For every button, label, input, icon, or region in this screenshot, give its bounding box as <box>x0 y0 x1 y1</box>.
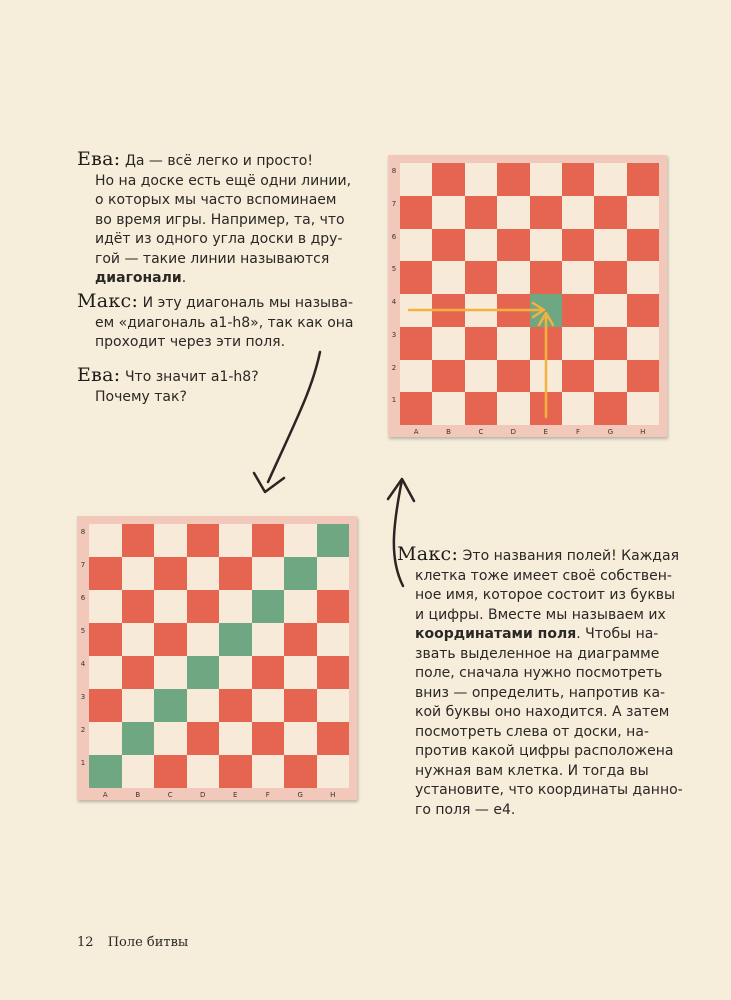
file-label: C <box>167 791 173 799</box>
square-f1 <box>252 755 285 788</box>
dialog-maks-2 <box>397 545 683 820</box>
square-h1 <box>627 392 659 425</box>
dialog-line <box>77 172 351 192</box>
square-a7 <box>89 557 122 590</box>
text-segment: вниз — определить, напротив ка- <box>415 684 666 701</box>
text-segment: звать выделенное на диаграмме <box>415 645 660 662</box>
square-b7 <box>122 557 155 590</box>
dialog-line <box>77 333 354 353</box>
rank-label: 1 <box>391 396 397 405</box>
square-g6 <box>284 590 317 623</box>
hand-drawn-arrowhead-down <box>254 473 284 492</box>
square-e5 <box>530 261 562 294</box>
square-g4 <box>594 294 626 327</box>
square-e1 <box>219 755 252 788</box>
square-f2 <box>562 360 594 393</box>
rank-label: 8 <box>80 528 86 536</box>
square-b6 <box>432 229 464 262</box>
square-d5 <box>187 623 220 656</box>
text-segment: И эту диагональ мы называ- <box>142 295 353 311</box>
square-e7 <box>530 196 562 229</box>
chessboard-e4 <box>388 155 667 437</box>
text-segment: установите, что координаты данно- <box>415 782 683 798</box>
square-h4 <box>627 294 659 327</box>
file-label: A <box>102 791 108 799</box>
square-g4 <box>284 656 317 689</box>
square-h8 <box>627 163 659 196</box>
square-b4 <box>122 656 155 689</box>
square-e8 <box>530 163 562 196</box>
text-segment: клетка тоже имеет своё собствен- <box>415 567 672 584</box>
square-f1 <box>562 392 594 425</box>
dialog-line <box>77 314 354 334</box>
hand-drawn-arrowhead-up <box>388 479 414 501</box>
square-b6 <box>122 590 155 623</box>
square-g7 <box>284 557 317 590</box>
square-c7 <box>465 196 497 229</box>
square-h2 <box>627 360 659 393</box>
text-segment: во время игры. Например, та, что <box>95 211 345 228</box>
square-f7 <box>252 557 285 590</box>
file-label: C <box>478 428 484 436</box>
dialog-line <box>397 742 683 762</box>
square-b3 <box>122 689 155 722</box>
square-d5 <box>497 261 529 294</box>
square-g7 <box>594 196 626 229</box>
square-g8 <box>284 524 317 557</box>
file-label: H <box>640 428 646 436</box>
square-e4 <box>219 656 252 689</box>
square-d8 <box>187 524 220 557</box>
text-segment: Это названия полей! Каждая <box>462 548 679 564</box>
dialog-line <box>397 625 683 645</box>
square-d3 <box>497 327 529 360</box>
square-g3 <box>594 327 626 360</box>
square-a6 <box>89 590 122 623</box>
square-c2 <box>465 360 497 393</box>
rank-label: 8 <box>391 167 397 175</box>
rank-label: 3 <box>80 693 86 701</box>
dialog-line <box>397 586 683 606</box>
square-a2 <box>89 722 122 755</box>
dialog-line <box>77 269 351 289</box>
rank-label: 4 <box>391 298 397 306</box>
square-d7 <box>497 196 529 229</box>
text-segment: нужная вам клетка. И тогда вы <box>415 762 649 779</box>
rank-label: 5 <box>391 265 397 274</box>
dialog-line <box>397 781 683 801</box>
board-grid <box>400 163 659 425</box>
bold-term: координатами поля <box>415 626 577 642</box>
text-segment: проходит через эти поля. <box>95 334 286 350</box>
text-segment: кой буквы оно находится. А затем <box>415 704 670 720</box>
text-segment: и цифры. Вместе мы называем их <box>415 606 666 623</box>
text-segment: ем «диагональ a1-h8», так как она <box>95 314 354 331</box>
square-e8 <box>219 524 252 557</box>
text-segment: Но на доске есть ещё одни линии, <box>95 172 352 189</box>
file-label: B <box>135 791 141 799</box>
dialog-line <box>397 567 683 587</box>
file-label: F <box>576 428 581 436</box>
dialog-line <box>77 211 351 231</box>
dialog-line <box>397 684 683 704</box>
dialog-line <box>397 645 683 665</box>
square-h6 <box>627 229 659 262</box>
text-segment: го поля — e4. <box>415 801 516 818</box>
rank-label: 2 <box>391 363 397 372</box>
text-segment: о которых мы часто вспоминаем <box>95 192 337 208</box>
square-a2 <box>400 360 432 393</box>
square-h5 <box>317 623 350 656</box>
square-c4 <box>465 294 497 327</box>
square-c8 <box>465 163 497 196</box>
square-e6 <box>219 590 252 623</box>
square-f6 <box>252 590 285 623</box>
dialog-line <box>77 250 351 270</box>
square-a6 <box>400 229 432 262</box>
square-g6 <box>594 229 626 262</box>
dialog-eva-2 <box>77 366 259 407</box>
square-a1 <box>89 755 122 788</box>
square-e5 <box>219 623 252 656</box>
square-d1 <box>187 755 220 788</box>
square-f5 <box>562 261 594 294</box>
square-g1 <box>284 755 317 788</box>
square-a8 <box>400 163 432 196</box>
rank-label: 3 <box>391 330 397 339</box>
square-a4 <box>400 294 432 327</box>
file-label: B <box>446 428 451 436</box>
square-e3 <box>219 689 252 722</box>
square-g3 <box>284 689 317 722</box>
square-f4 <box>562 294 594 327</box>
dialog-line <box>77 366 259 388</box>
square-h7 <box>627 196 659 229</box>
dialog-line <box>77 230 351 250</box>
square-g5 <box>594 261 626 294</box>
square-g5 <box>284 623 317 656</box>
text-segment: идёт из одного угла доски в дру- <box>95 231 343 247</box>
dialog-line <box>77 191 351 211</box>
dialog-line <box>77 292 354 314</box>
dialog-line <box>77 150 351 172</box>
square-d6 <box>187 590 220 623</box>
file-label: D <box>200 791 206 799</box>
square-h3 <box>627 327 659 360</box>
square-h6 <box>317 590 350 623</box>
square-c3 <box>465 327 497 360</box>
file-label: H <box>330 791 336 799</box>
square-c3 <box>154 689 187 722</box>
speaker-name: Макс: <box>77 290 139 312</box>
rank-label: 4 <box>80 660 86 668</box>
dialog-eva-1 <box>77 150 351 289</box>
square-e3 <box>530 327 562 360</box>
page-footer <box>77 935 198 950</box>
file-label: A <box>413 428 419 436</box>
square-d1 <box>497 392 529 425</box>
rank-label: 7 <box>80 561 86 569</box>
square-f8 <box>562 163 594 196</box>
file-label: E <box>543 428 548 436</box>
square-c7 <box>154 557 187 590</box>
hand-drawn-arrow-down <box>268 352 320 482</box>
text-segment: Почему так? <box>95 388 187 405</box>
square-b2 <box>122 722 155 755</box>
square-c6 <box>154 590 187 623</box>
square-f3 <box>252 689 285 722</box>
rank-label: 6 <box>391 232 397 241</box>
square-c5 <box>465 261 497 294</box>
square-h5 <box>627 261 659 294</box>
square-g2 <box>284 722 317 755</box>
square-c8 <box>154 524 187 557</box>
square-b8 <box>432 163 464 196</box>
file-label: D <box>510 428 516 436</box>
square-g8 <box>594 163 626 196</box>
square-e4 <box>530 294 562 327</box>
dialog-line <box>397 723 683 743</box>
page-number: 12 <box>77 935 94 950</box>
text-segment: гой — такие линии называются <box>95 250 330 267</box>
text-segment: . Чтобы на- <box>576 626 659 642</box>
square-c5 <box>154 623 187 656</box>
square-b7 <box>432 196 464 229</box>
square-e7 <box>219 557 252 590</box>
file-label: E <box>233 791 238 799</box>
text-segment: Что значит a1-h8? <box>124 369 259 385</box>
speaker-name: Макс: <box>397 543 459 565</box>
square-a7 <box>400 196 432 229</box>
square-b1 <box>122 755 155 788</box>
square-d2 <box>497 360 529 393</box>
square-h8 <box>317 524 350 557</box>
square-d7 <box>187 557 220 590</box>
text-segment: . <box>181 270 187 286</box>
square-b8 <box>122 524 155 557</box>
square-b4 <box>432 294 464 327</box>
text-segment: ное имя, которое состоит из буквы <box>415 587 676 603</box>
square-b1 <box>432 392 464 425</box>
square-h3 <box>317 689 350 722</box>
dialog-line <box>397 606 683 626</box>
square-a3 <box>89 689 122 722</box>
square-d3 <box>187 689 220 722</box>
square-f5 <box>252 623 285 656</box>
square-a1 <box>400 392 432 425</box>
square-h4 <box>317 656 350 689</box>
dialog-line <box>397 664 683 684</box>
file-label: G <box>297 791 303 799</box>
square-a4 <box>89 656 122 689</box>
square-g2 <box>594 360 626 393</box>
square-d8 <box>497 163 529 196</box>
square-b5 <box>432 261 464 294</box>
square-d2 <box>187 722 220 755</box>
square-a5 <box>89 623 122 656</box>
dialog-maks-1 <box>77 292 354 353</box>
dialog-line <box>397 762 683 782</box>
rank-label: 1 <box>80 759 86 767</box>
file-label: F <box>265 791 270 799</box>
file-label: G <box>607 428 614 436</box>
square-h2 <box>317 722 350 755</box>
square-h7 <box>317 557 350 590</box>
square-a5 <box>400 261 432 294</box>
square-b3 <box>432 327 464 360</box>
square-c1 <box>154 755 187 788</box>
square-b2 <box>432 360 464 393</box>
rank-label: 6 <box>80 594 86 602</box>
square-h1 <box>317 755 350 788</box>
dialog-line <box>397 545 683 567</box>
text-segment: Да — всё легко и просто! <box>124 153 313 169</box>
square-a3 <box>400 327 432 360</box>
square-f2 <box>252 722 285 755</box>
square-c4 <box>154 656 187 689</box>
square-d6 <box>497 229 529 262</box>
bold-term: диагонали <box>95 270 182 286</box>
text-segment: поле, сначала нужно посмотреть <box>415 665 663 681</box>
square-e6 <box>530 229 562 262</box>
speaker-name: Ева: <box>77 364 121 386</box>
square-f3 <box>562 327 594 360</box>
chessboard-diagonal-a1-h8 <box>77 516 357 800</box>
rank-label: 7 <box>391 199 397 208</box>
square-e2 <box>530 360 562 393</box>
square-c1 <box>465 392 497 425</box>
square-f7 <box>562 196 594 229</box>
square-e2 <box>219 722 252 755</box>
square-c6 <box>465 229 497 262</box>
square-f8 <box>252 524 285 557</box>
square-b5 <box>122 623 155 656</box>
section-title: Поле битвы <box>107 935 189 950</box>
square-d4 <box>497 294 529 327</box>
text-segment: против какой цифры расположена <box>415 743 674 759</box>
text-segment: посмотреть слева от доски, на- <box>415 723 649 740</box>
board-grid <box>89 524 349 788</box>
square-f6 <box>562 229 594 262</box>
square-a8 <box>89 524 122 557</box>
rank-label: 2 <box>80 726 86 734</box>
dialog-line <box>77 388 259 408</box>
square-e1 <box>530 392 562 425</box>
speaker-name: Ева: <box>77 148 121 170</box>
dialog-line <box>397 801 683 821</box>
dialog-line <box>397 703 683 723</box>
square-d4 <box>187 656 220 689</box>
square-g1 <box>594 392 626 425</box>
rank-label: 5 <box>80 627 86 635</box>
square-c2 <box>154 722 187 755</box>
square-f4 <box>252 656 285 689</box>
